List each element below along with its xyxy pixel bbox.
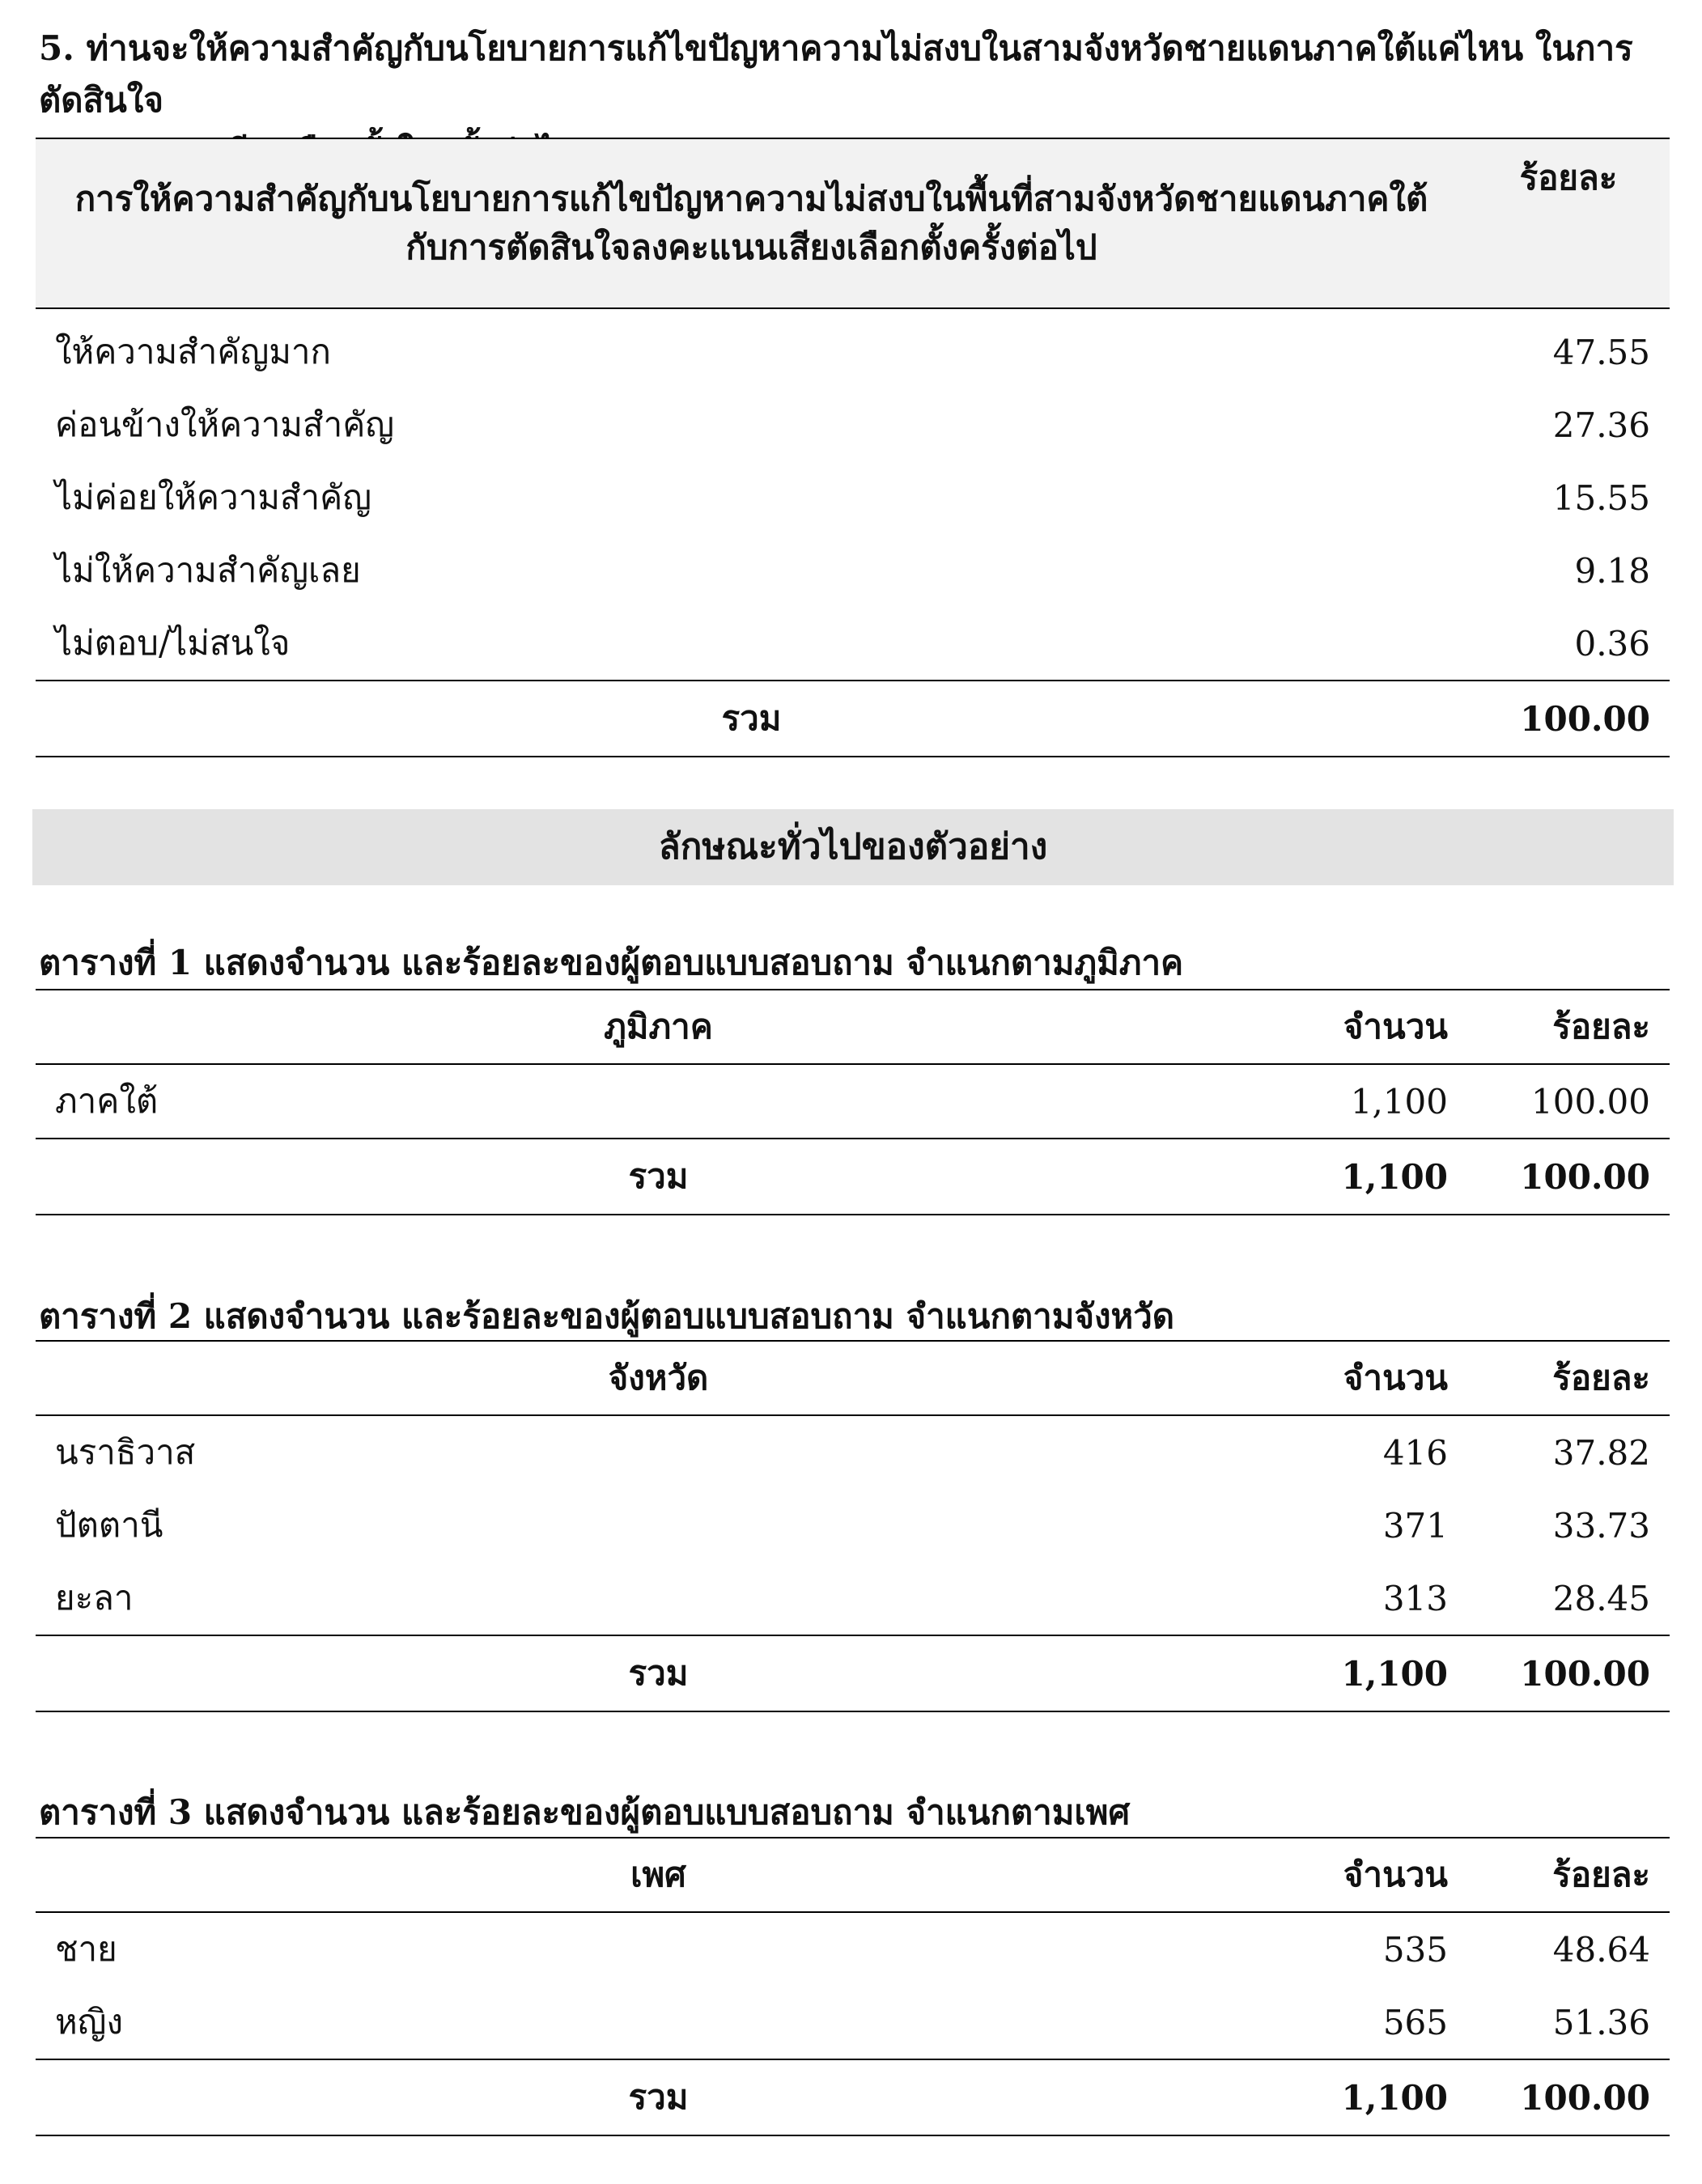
row-pct: 9.18 xyxy=(1574,550,1650,591)
table-row xyxy=(36,1489,1670,1562)
table-total-row xyxy=(36,1139,1670,1215)
table-header-label: จังหวัด xyxy=(36,1341,1281,1415)
table-header-pct: ร้อยละ xyxy=(1467,1341,1670,1415)
row-pct: 47.55 xyxy=(1552,332,1650,372)
importance-table xyxy=(36,138,1670,757)
table-row xyxy=(36,461,1670,534)
row-count: 1,100 xyxy=(1350,1081,1448,1122)
total-count: 1,100 xyxy=(1281,1139,1467,1215)
table-header-row xyxy=(36,1341,1670,1415)
total-label: รวม xyxy=(36,1139,1281,1215)
question-line-1: 5. ท่านจะให้ความสำคัญกับนโยบายการแก้ไขปัญหาความไม่สงบในสามจังหวัดชายแดนภาคใต้แค่ไหน ในการตัดสินใจ xyxy=(39,28,1633,120)
header-line-2: กับการตัดสินใจลงคะแนนเสียงเลือกตั้งครั้งต่อไป xyxy=(405,227,1097,267)
row-count: 371 xyxy=(1382,1505,1448,1546)
table-header-pct: ร้อยละ xyxy=(1467,138,1670,308)
total-label: รวม xyxy=(36,1635,1281,1711)
table-row xyxy=(36,534,1670,607)
row-label: ปัตตานี xyxy=(55,1505,163,1545)
row-label: หญิง xyxy=(55,2002,123,2042)
table-total-row xyxy=(36,2059,1670,2135)
table-header-count: จำนวน xyxy=(1281,1341,1467,1415)
table-row xyxy=(36,1562,1670,1635)
row-pct: 28.45 xyxy=(1552,1578,1650,1618)
row-label: ไม่ค่อยให้ความสำคัญ xyxy=(55,477,371,517)
total-pct: 100.00 xyxy=(1467,1139,1670,1215)
row-label: นราธิวาส xyxy=(55,1432,196,1472)
table-row xyxy=(36,607,1670,681)
table-1-caption: ตารางที่ 1 แสดงจำนวน และร้อยละของผู้ตอบแบบสอบถาม จำแนกตามภูมิภาค xyxy=(39,943,1184,982)
table-row xyxy=(36,1415,1670,1489)
table-row xyxy=(36,308,1670,388)
row-label: ค่อนข้างให้ความสำคัญ xyxy=(55,405,395,444)
total-pct: 100.00 xyxy=(1467,2059,1670,2135)
row-pct: 100.00 xyxy=(1531,1081,1650,1122)
region-table xyxy=(36,989,1670,1215)
total-label: รวม xyxy=(36,2059,1281,2135)
row-count: 416 xyxy=(1382,1432,1448,1473)
province-table xyxy=(36,1340,1670,1712)
sample-characteristics-banner: ลักษณะทั่วไปของตัวอย่าง xyxy=(32,809,1674,885)
table-header-count: จำนวน xyxy=(1281,1838,1467,1912)
header-line-1: การให้ความสำคัญกับนโยบายการแก้ไขปัญหาความไม่สงบในพื้นที่สามจังหวัดชายแดนภาคใต้ xyxy=(74,179,1428,218)
table-total-row xyxy=(36,681,1670,757)
table-row xyxy=(36,388,1670,461)
table-header-pct: ร้อยละ xyxy=(1467,990,1670,1064)
table-header-label: เพศ xyxy=(36,1838,1281,1912)
total-label: รวม xyxy=(36,681,1467,757)
row-pct: 48.64 xyxy=(1552,1929,1650,1970)
row-pct: 15.55 xyxy=(1552,477,1650,518)
total-pct: 100.00 xyxy=(1467,681,1670,757)
table-header-label xyxy=(36,138,1467,308)
row-pct: 37.82 xyxy=(1552,1432,1650,1473)
row-pct: 27.36 xyxy=(1552,405,1650,445)
table-total-row xyxy=(36,1635,1670,1711)
row-label: ยะลา xyxy=(55,1578,134,1618)
table-header-pct: ร้อยละ xyxy=(1467,1838,1670,1912)
row-label: ให้ความสำคัญมาก xyxy=(55,332,331,371)
row-label: ภาคใต้ xyxy=(55,1081,159,1121)
row-count: 535 xyxy=(1382,1929,1448,1970)
total-count: 1,100 xyxy=(1281,2059,1467,2135)
row-pct: 0.36 xyxy=(1574,623,1650,664)
row-label: ไม่ตอบ/ไม่สนใจ xyxy=(55,623,291,663)
row-pct: 33.73 xyxy=(1552,1505,1650,1546)
table-2-caption: ตารางที่ 2 แสดงจำนวน และร้อยละของผู้ตอบแบบสอบถาม จำแนกตามจังหวัด xyxy=(39,1296,1175,1336)
row-label: ไม่ให้ความสำคัญเลย xyxy=(55,550,361,590)
table-row xyxy=(36,1986,1670,2059)
table-header-row xyxy=(36,138,1670,308)
row-count: 313 xyxy=(1382,1578,1448,1618)
table-header-row xyxy=(36,990,1670,1064)
table-header-label: ภูมิภาค xyxy=(36,990,1281,1064)
table-row xyxy=(36,1912,1670,1986)
total-pct: 100.00 xyxy=(1467,1635,1670,1711)
row-pct: 51.36 xyxy=(1552,2002,1650,2042)
row-label: ชาย xyxy=(55,1929,117,1969)
table-row xyxy=(36,1064,1670,1139)
row-count: 565 xyxy=(1382,2002,1448,2042)
table-3-caption: ตารางที่ 3 แสดงจำนวน และร้อยละของผู้ตอบแบบสอบถาม จำแนกตามเพศ xyxy=(39,1792,1131,1832)
total-count: 1,100 xyxy=(1281,1635,1467,1711)
table-header-count: จำนวน xyxy=(1281,990,1467,1064)
table-header-row xyxy=(36,1838,1670,1912)
gender-table xyxy=(36,1837,1670,2136)
